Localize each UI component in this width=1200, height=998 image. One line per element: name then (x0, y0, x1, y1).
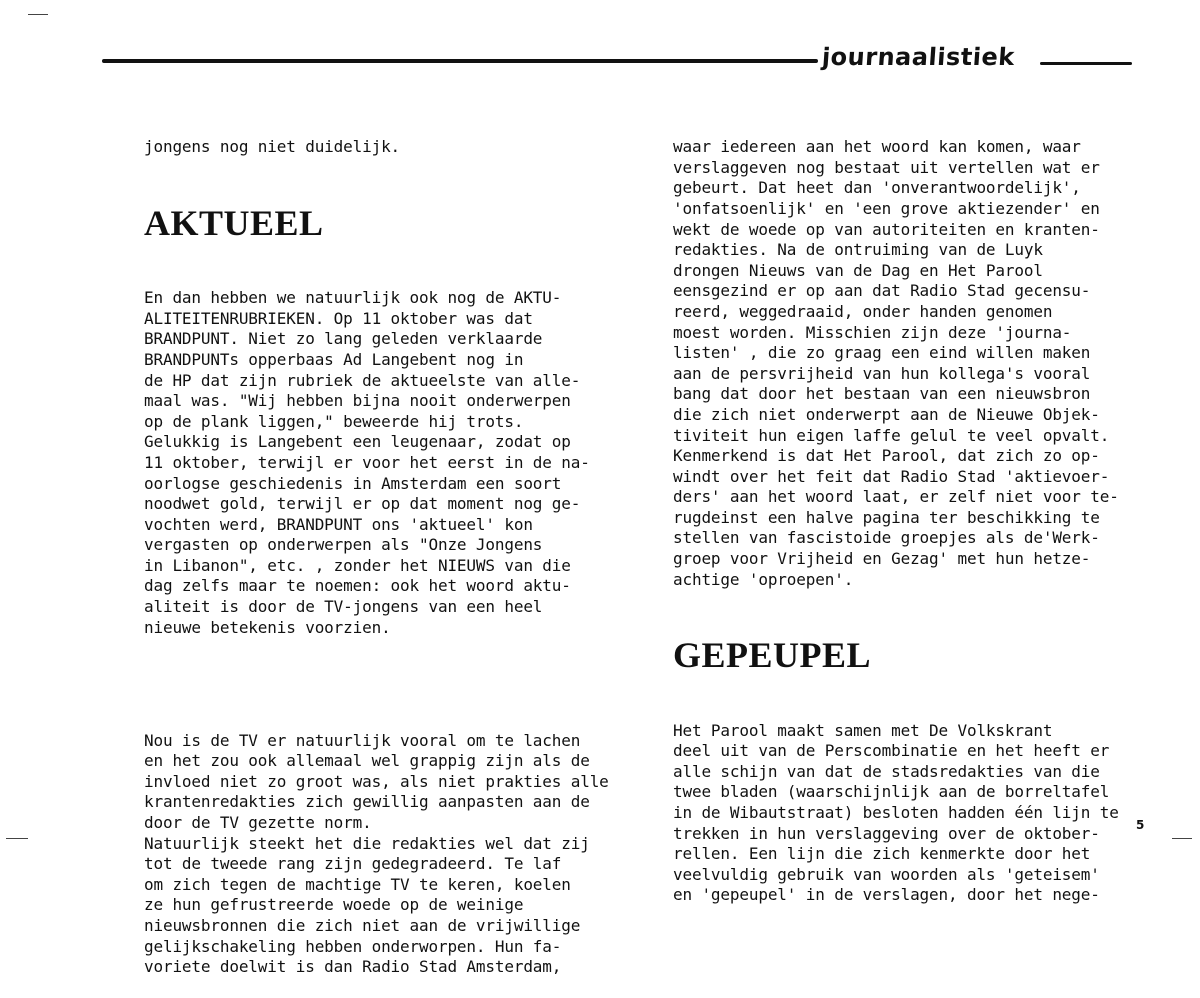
text-line: in de Wibautstraat) besloten hadden één lijn te (673, 803, 1119, 822)
text-line: bang dat door het bestaan van een nieuwsbron (673, 384, 1091, 404)
section-label: journaalistiek (821, 43, 1016, 71)
text-line: windt over het feit dat Radio Stad 'aktievoer- (673, 466, 1110, 486)
text-line: moest worden. Misschien zijn deze 'journa- (673, 322, 1072, 342)
text-line: 'onfatsoenlijk' en 'een grove aktiezender' en (673, 198, 1100, 218)
text-line: wekt de woede op van autoriteiten en kranten- (673, 219, 1100, 239)
text-line: verslaggeven nog bestaat uit vertellen wat er (673, 157, 1100, 177)
text-line: groep voor Vrijheid en Gezag' met hun hetze- (673, 549, 1091, 569)
text-line: aan de persvrijheid van hun kollega's vooral (673, 363, 1091, 383)
text-line: BRANDPUNT. Niet zo lang geleden verklaarde (144, 329, 543, 349)
text-line: En dan hebben we natuurlijk ook nog de AKTU- (144, 288, 562, 308)
text-line: gelijkschakeling hebben onderworpen. Hun fa- (144, 936, 562, 956)
text-line: de HP dat zijn rubriek de aktueelste van alle- (144, 370, 581, 390)
text-line: op de plank liggen," beweerde hij trots. (144, 411, 524, 431)
text-line: oorlogse geschiedenis in Amsterdam een soort (144, 473, 562, 493)
text-line: aliteit is door de TV-jongens van een heel (144, 597, 543, 617)
text-line: om zich tegen de machtige TV te keren, koelen (144, 874, 571, 894)
corner-mark-bottom-right (1172, 838, 1192, 839)
text-line: tiviteit hun eigen laffe gelul te veel opvalt. (673, 425, 1110, 445)
text-line: en het zou ook allemaal wel grappig zijn als de (144, 751, 590, 771)
text-line: 11 oktober, terwijl er voor het eerst in de na- (144, 452, 590, 472)
corner-mark-bottom-left (6, 838, 28, 839)
text-line: maal was. "Wij hebben bijna nooit onderwerpen (144, 391, 571, 411)
right-column (673, 96, 1119, 927)
paragraph-radio-stad (673, 137, 1119, 590)
text-line: stellen van fascistoide groepjes als de'Werk- (673, 528, 1100, 548)
text-line: voriete doelwit is dan Radio Stad Amsterdam, (144, 957, 562, 977)
text-line: listen' , die zo graag een eind willen maken (673, 343, 1091, 363)
text-line: Kenmerkend is dat Het Parool, dat zich zo op- (673, 446, 1100, 466)
text-line: reerd, weggedraaid, onder handen genomen (673, 301, 1053, 321)
text-line: Nou is de TV er natuurlijk vooral om te lachen (144, 730, 581, 750)
text-line: die zich niet onderwerpt aan de Nieuwe Objek- (673, 404, 1100, 424)
intro-text (144, 137, 609, 158)
text-line: invloed niet zo groot was, als niet prakties alle (144, 771, 609, 791)
text-line: in Libanon", etc. , zonder het NIEUWS van die (144, 555, 571, 575)
text-line: redakties. Na de ontruiming van de Luyk (673, 240, 1043, 260)
corner-mark-top-left (28, 14, 48, 15)
text-line: vochten werd, BRANDPUNT ons 'aktueel' kon (144, 514, 533, 534)
text-line: waar iedereen aan het woord kan komen, waar (673, 137, 1081, 157)
text-line: en 'gepeupel' in de verslagen, door het nege- (673, 885, 1100, 905)
text-line: dag zelfs maar te noemen: ook het woord aktu- (144, 576, 571, 596)
paragraph-tv-invloed (144, 731, 609, 978)
paragraph-gap (144, 679, 609, 689)
text-line: jongens nog niet duidelijk. (144, 137, 401, 157)
text-line: rellen. Een lijn die zich kenmerkte door het (673, 844, 1091, 864)
text-line: eensgezind er op aan dat Radio Stad gecensu- (673, 281, 1091, 301)
text-line: tot de tweede rang zijn gedegradeerd. Te laf (144, 854, 562, 874)
text-line: alle schijn van dat de stadsredakties van die (673, 761, 1100, 781)
header-rule-right (1040, 62, 1132, 65)
text-line: vergasten op onderwerpen als "Onze Jongens (144, 535, 543, 555)
text-line: twee bladen (waarschijnlijk aan de borreltafel (673, 782, 1110, 802)
text-line: rugdeinst een halve pagina ter beschikking te (673, 507, 1100, 527)
header-rule-left (102, 59, 818, 63)
text-line: nieuwe betekenis voorzien. (144, 617, 391, 637)
text-line: trekken in hun verslaggeving over de oktober- (673, 823, 1100, 843)
text-line: ders' aan het woord laat, er zelf niet voor te- (673, 487, 1119, 507)
text-line: krantenredakties zich gewillig aanpasten aan de (144, 792, 590, 812)
text-line: ze hun gefrustreerde woede op de weinige (144, 895, 524, 915)
text-line: nieuwsbronnen die zich niet aan de vrijwillige (144, 915, 581, 935)
text-line: gebeurt. Dat heet dan 'onverantwoordelijk', (673, 178, 1081, 198)
text-line: Gelukkig is Langebent een leugenaar, zodat op (144, 432, 571, 452)
heading-aktueel: AKTUEEL (144, 202, 324, 243)
text-line: Natuurlijk steekt het die redakties wel dat zij (144, 833, 590, 853)
paragraph-aktualiteitenrubrieken (144, 288, 609, 638)
text-line: drongen Nieuws van de Dag en Het Parool (673, 260, 1043, 280)
text-line: noodwet gold, terwijl er op dat moment nog ge- (144, 494, 581, 514)
text-line: door de TV gezette norm. (144, 813, 372, 832)
heading-gepeupel: GEPEUPEL (673, 635, 872, 676)
text-line: BRANDPUNTs opperbaas Ad Langebent nog in (144, 349, 524, 369)
paragraph-perscombinatie (673, 721, 1119, 906)
page-number: 5 (1136, 818, 1145, 832)
text-line: Het Parool maakt samen met De Volkskrant (673, 720, 1053, 740)
text-line: ALITEITENRUBRIEKEN. Op 11 oktober was dat (144, 308, 533, 328)
text-line: deel uit van de Perscombinatie en het heeft er (673, 741, 1110, 761)
text-line: achtige 'oproepen'. (673, 569, 854, 589)
left-column (144, 96, 609, 998)
text-line: veelvuldig gebruik van woorden als 'geteisem' (673, 864, 1100, 884)
